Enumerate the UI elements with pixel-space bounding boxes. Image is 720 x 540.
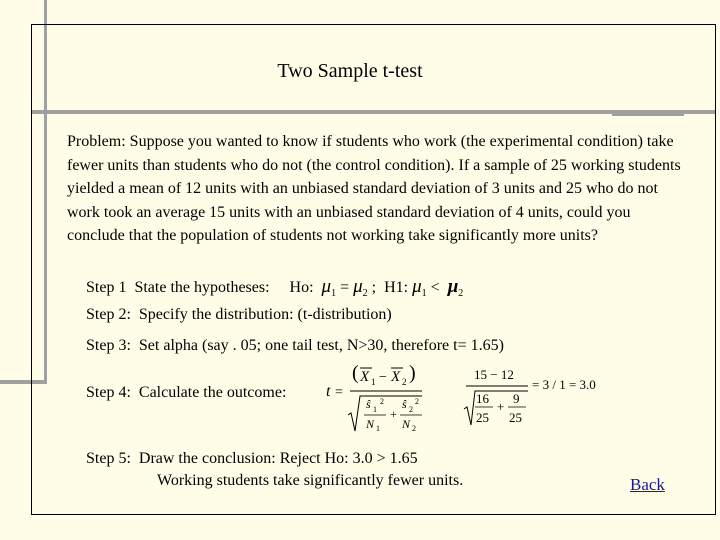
- mu-2-subscript-h1: 2: [458, 288, 464, 299]
- paren-open: (: [352, 363, 359, 384]
- problem-statement: [67, 130, 692, 248]
- numeric-numerator: 15 − 12: [474, 367, 514, 382]
- mu-2-subscript: 2: [362, 288, 368, 299]
- mu-1-subscript: 1: [331, 288, 337, 299]
- step-2: [86, 306, 392, 324]
- t-formula-numeric: [462, 365, 612, 431]
- x2-bar: X: [391, 369, 401, 385]
- slide-title: [0, 60, 700, 83]
- step-5-text2: Working students take significantly fewer units.: [157, 472, 464, 489]
- n1-subscript: 1: [376, 424, 380, 433]
- t-formula-symbolic: [322, 363, 442, 435]
- left-accent-bar: [0, 0, 47, 24]
- step-1-equals: =: [340, 279, 350, 296]
- paren-close: ): [409, 363, 416, 384]
- step-1-text: State the hypotheses:: [134, 279, 270, 296]
- step-4: [86, 384, 286, 402]
- step-5-label: Step 5:: [86, 450, 131, 467]
- step-1: [86, 276, 463, 299]
- s1-hat: ŝ: [366, 397, 371, 411]
- plus-sign: +: [390, 407, 397, 421]
- s2-subscript: 2: [409, 405, 413, 414]
- problem-text: : Suppose you wanted to know if students who work (the experimental condition) take fewer units than students who do not (the control condition). If a sample of 25 working students yielded a mean of 12 units with an unbiased standard deviation of 3 units and 25 who do not work took an average 15 units with an unbiased standard deviation of 4 units, could you conclude that the population of students not working take significantly more units?: [67, 133, 681, 244]
- mu-1-symbol-h1: μ: [412, 276, 422, 297]
- mu-2-symbol: μ: [353, 276, 363, 297]
- step-5: [86, 450, 418, 468]
- content-frame: [31, 24, 716, 515]
- step-2-text: Specify the distribution: (t-distribution): [138, 306, 392, 323]
- s2-squared: 2: [415, 397, 419, 406]
- mu-2-symbol-h1: μ: [447, 276, 459, 297]
- step-1-separator: ;: [371, 279, 377, 296]
- slide-title-text: Two Sample t-test: [277, 60, 423, 82]
- back-link[interactable]: Back: [630, 475, 665, 494]
- s1-squared: 2: [380, 397, 384, 406]
- numeric-b-den: 25: [509, 410, 522, 425]
- t-equals: =: [335, 385, 343, 400]
- step-1-less-than: <: [430, 279, 440, 296]
- step-2-label: Step 2:: [86, 306, 131, 323]
- x2-subscript: 2: [402, 377, 407, 387]
- s2-hat: ŝ: [402, 397, 407, 411]
- numeric-a-den: 25: [476, 410, 489, 425]
- minus-sign: −: [379, 370, 387, 385]
- problem-label: Problem: [67, 133, 122, 150]
- t-symbol: t: [326, 383, 331, 400]
- step-1-h1-label: H1:: [384, 279, 409, 296]
- numeric-b-num: 9: [513, 391, 520, 406]
- step-4-label: Step 4:: [86, 384, 131, 401]
- numeric-plus: +: [497, 399, 505, 414]
- numeric-result: = 3 / 1 = 3.0: [532, 377, 596, 392]
- x1-subscript: 1: [371, 377, 376, 387]
- step-1-ho-label: Ho:: [289, 279, 314, 296]
- step-1-label: Step 1: [86, 279, 127, 296]
- step-3-text: Set alpha (say . 05; one tail test, N>30, therefore t= 1.65): [138, 337, 504, 354]
- step-3: [86, 337, 504, 355]
- n2-symbol: N: [402, 417, 411, 431]
- n1-symbol: N: [366, 417, 375, 431]
- s1-subscript: 1: [373, 405, 377, 414]
- numeric-a-num: 16: [476, 391, 489, 406]
- mu-1-subscript-h1: 1: [421, 288, 427, 299]
- step-5-text: Draw the conclusion: Reject Ho: 3.0 > 1.65: [138, 450, 418, 467]
- mu-1-symbol: μ: [321, 276, 332, 297]
- step-3-label: Step 3:: [86, 337, 131, 354]
- step-5-conclusion: [157, 472, 463, 490]
- x1-bar: X: [360, 369, 370, 385]
- step-4-text: Calculate the outcome:: [138, 384, 287, 401]
- n2-subscript: 2: [412, 424, 416, 433]
